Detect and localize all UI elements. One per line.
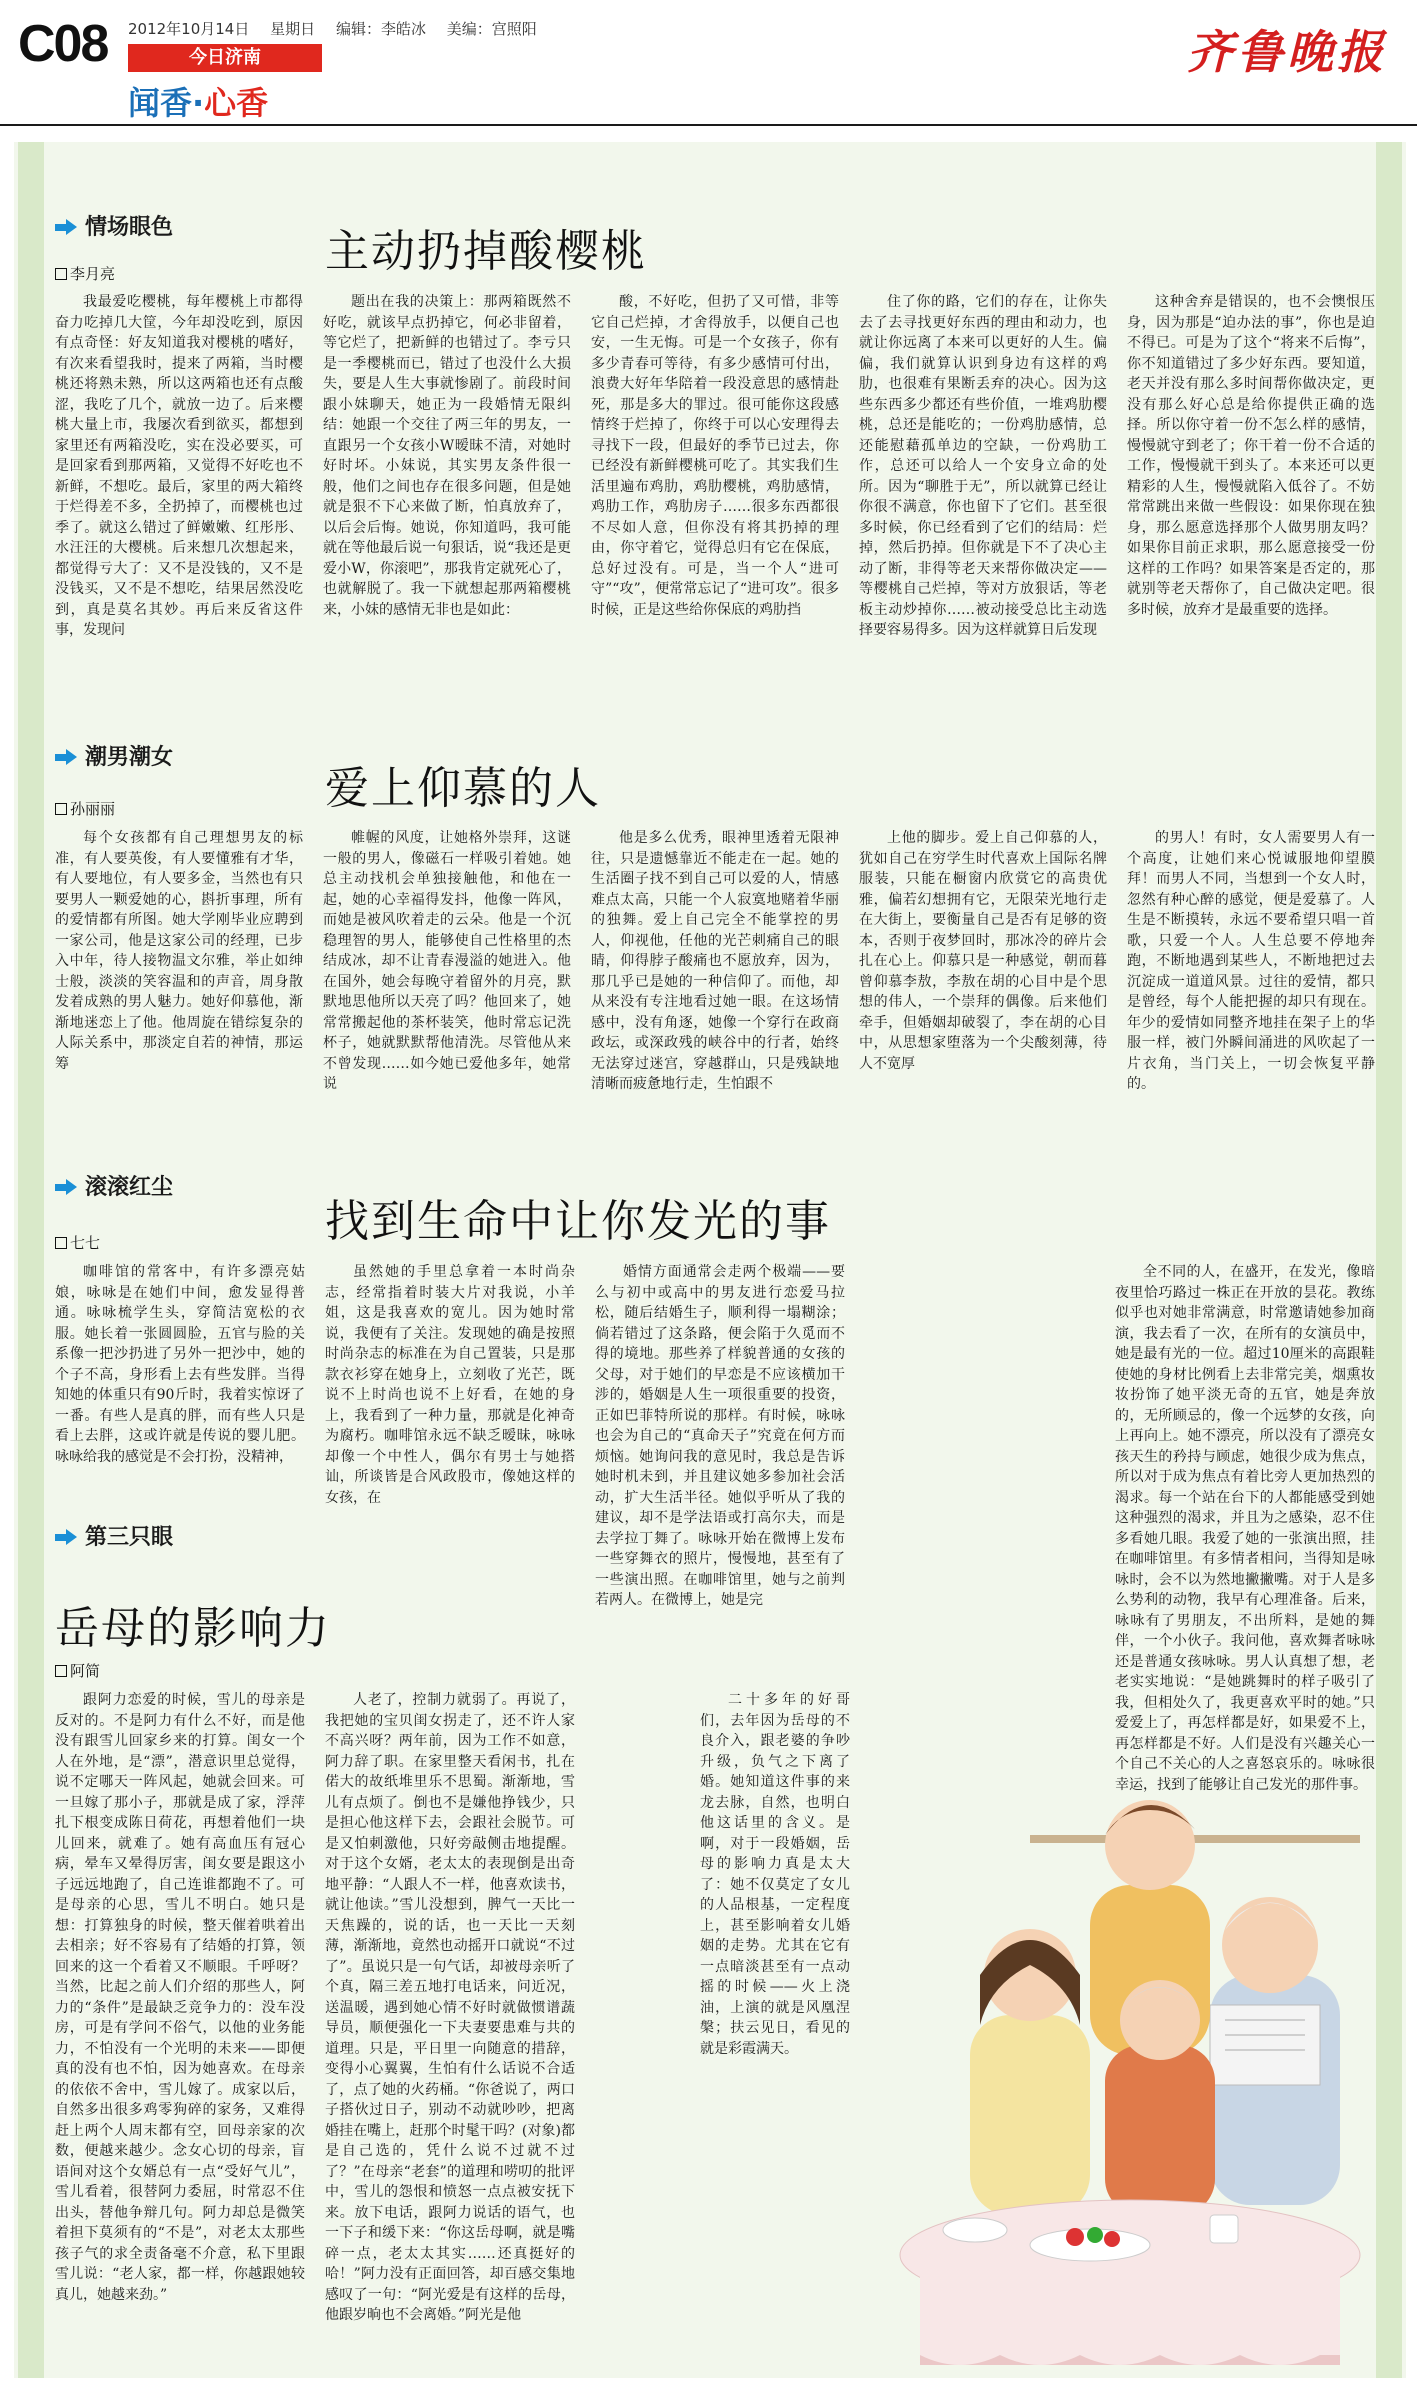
- article-body: [55, 828, 1375, 1163]
- page-number: C08: [18, 15, 108, 73]
- text-column: 的男人！有时，女人需要男人有一个高度，让她们来心悦诚服地仰望膜拜！而男人不同，当想到一个女人时，忽然有种心醉的感觉，便是爱慕了。人生是不断摸转，永远不要希望只唱一首歌，只爱一个人。人生总要不停地奔跑，不断地遇到某些人，不断地把过去沉淀成一道道风景。过往的爱情，都只是曾经，每个人能把握的却只有现在。年少的爱情如同整齐地挂在架子上的华服一样，被门外瞬间涌进的风吹起了一片衣角，当门关上，一切会恢复平静的。: [1127, 830, 1375, 1092]
- arrow-icon: [55, 749, 77, 765]
- article-title: 爱上仰慕的人: [325, 763, 601, 814]
- text-column: 咖啡馆的常客中，有许多漂亮姑娘，咏咏是在她们中间，愈发显得普通。咏咏梳学生头，穿简洁宽松的衣服。她长着一张圆圆脸，五官与脸的关系像一把沙扔进了另外一把沙中，她的个子不高，身形看上去有些发胖。当得知她的体重只有90斤时，我着实惊讶了一番。有些人是真的胖，而有些人只是看上去胖，这或许就是传说的婴儿肥。咏咏给我的感觉是不会打扮，没精神，: [55, 1264, 305, 1465]
- byline-box-icon: [55, 1665, 67, 1677]
- tablecloth: [920, 2255, 1340, 2365]
- author-name: 孙丽丽: [70, 800, 116, 818]
- author-name: 李月亮: [70, 265, 116, 283]
- article-category: [55, 210, 173, 241]
- text-column: 这种舍弃是错误的，也不会懊恨压身，因为那是“迫办法的事”，你也是迫不得已。可是为了这个“将来不后悔”，你不知道错过了多少好东西。要知道，老天并没有那么多时间帮你做决定，更没有那么好心总是给你提供正确的选择。所以你守着一份不怎么样的感情，慢慢就守到老了；你干着一份不合适的工作，慢慢就干到头了。本来还可以更精彩的人生，慢慢就陷入低谷了。不妨常常跳出来做一些假设：如果你现在独身，那么愿意选择那个人做男朋友吗？如果你目前正求职，那么愿意接受一份这样的工作吗？如果答案是否定的，那就别等老天帮你了，自己做决定吧。很多时候，放弃才是最重要的选择。: [1127, 294, 1375, 618]
- text-column: 每个女孩都有自己理想男友的标准，有人要英俊，有人要懂雅有才华，有人要地位，有人要多金，当然也有只要男人一颗爱她的心，斟折事理，所有的爱情都有所图。她大学刚毕业应聘到一家公司，他是这家公司的经理，已步入中年，待人接物温文尔雅，举止如绅士般，淡淡的笑容温和的声音，周身散发着成熟的男人魅力。她好仰慕他，渐渐地迷恋上了他。他周旋在错综复杂的人际关系中，那淡定自若的神情，那运筹: [55, 830, 303, 1072]
- category-label: 第三只眼: [85, 1525, 174, 1550]
- article-body-inset: [700, 1690, 850, 2057]
- article-body: [55, 292, 1375, 724]
- article-byline: [55, 798, 115, 819]
- author-name: 阿简: [70, 1662, 101, 1680]
- article-byline: [55, 1660, 100, 1681]
- category-label: 潮男潮女: [85, 745, 174, 770]
- text-column: 他是多么优秀，眼神里透着无限神往，只是遗憾靠近不能走在一起。她的生活圈子找不到自己可以爱的人，情感难点太高，只能一个人寂寞地赌着华丽的独舞。爱上自己完全不能掌控的男人，仰视他，任他的光芒刺痛自己的眼睛，仰得脖子酸痛也不愿放弃，因为，那几乎已是她的一种信仰了。而他，却从来没有专注地看过她一眼。在这场情感中，没有角逐，她像一个穿行在政商政坛，或深政残的峡谷中的行者，始终无法穿过迷宫，穿越群山，只是残缺地清晰而疲惫地行走，生怕跟不: [591, 830, 839, 1092]
- masthead-info: [128, 18, 553, 39]
- article-byline: [55, 263, 115, 284]
- text-column: 全不同的人，在盛开，在发光，像暗夜里恰巧路过一株正在开放的昙花。教练似乎也对她非常满意，时常邀请她参加商演，我去看了一次，在所有的女演员中，她是最有光的一位。超过10厘米的高跟鞋使她的身材比例看上去非常完美，烟熏妆妆扮饰了她平淡无奇的五官，她是奔放的，无所顾忌的，像一个远梦的女孩，向上再向上。她不漂亮，所以没有了漂亮女孩天生的矜持与顾虑，她很少成为焦点，所以对于成为焦点有着比旁人更加热烈的渴求。每一个站在台下的人都能感受到她这种强烈的渴求，并且为之感染，忍不住多看她几眼。我爱了她的一张演出照，挂在咖啡馆里。有多情者相问，当得知是咏咏时，会不以为然地撇撇嘴。对于人是多么势利的动物，我早有心理准备。后来，咏咏有了男朋友，不出所料，是她的舞伴，一个小伙子。我问他，喜欢舞者咏咏还是普通女孩咏咏。男人认真想了想，老老实实地说：“是她跳舞时的样子吸引了我，但相处久了，我更喜欢平时的她。”只爱爱上了，再怎样都是好，如果爱不上，再怎样都是不好。人们是没有兴趣关心一个自己不关心的人之喜怒哀乐的。咏咏很幸运，找到了能够让自己发光的那件事。: [1115, 1264, 1375, 1793]
- grandmother-figure: [1105, 1980, 1215, 2215]
- text-column: 帷幄的风度，让她格外崇拜，这谜一般的男人，像磁石一样吸引着她。她总主动找机会单独接触他，和他在一起，她的心幸福得发抖，他像一阵风，而她是被风吹着走的云朵。他是一个沉稳理智的男人，能够使自己性格里的杰结成冰，却不让青春漫溢的她进入。他在国外，她会每晚守着留外的月亮，默默地思他所以天亮了吗？他回来了，她常常搬起他的茶杯装笑，他时常忘记洗杯子，她就默默帮他清洗。尽管他从来不曾发现……如今她已爱他多年，她常说: [323, 830, 571, 1092]
- text-column: 跟阿力恋爱的时候，雪儿的母亲是反对的。不是阿力有什么不好，而是他没有跟雪儿回家乡来的打算。闺女一个人在外地，是“漂”，潜意识里总觉得，说不定哪天一阵风起，她就会回来。可一旦嫁了那小子，那就是成了家，浮萍扎下根变成陈日荷花，再想着他们一块儿回来，就难了。她有高血压有冠心病，晕车又晕得厉害，闺女要是跟这小子远远地跑了，自己连谁都跑不了。可是母亲的心思，雪儿不明白。她只是想：打算独身的时候，整天催着哄着出去相亲；好不容易有了结婚的打算，领回来的这一个看着又不顺眼。千呼呀？当然，比起之前人们介绍的那些人，阿力的“条件”是最缺乏竞争力的：没车没房，可是有学问不俗气，以他的业务能力，不怕没有一个光明的未来——即便真的没有也不怕，因为她喜欢。在母亲的依依不舍中，雪儿嫁了。成家以后，自然多出很多鸡零狗碎的家务，又难得赶上两个人周末都有空，回母亲家的次数，便越来越少。念女心切的母亲，盲语间对这个女婿总有一点“受好气儿”，雪儿看着，很替阿力委屈，时常忍不住出头，替他争辩几句。阿力却总是微笑着担下莫须有的“不是”，对老太太那些孩子气的求全责备毫不介意，私下里跟雪儿说：“老人家，都一样，你越跟她较真儿，她越来劲。”: [55, 1692, 305, 2303]
- article-title: 找到生命中让你发光的事: [325, 1196, 831, 1247]
- article-category: [55, 1520, 173, 1551]
- editor-credit: 编辑：李皓冰: [335, 20, 426, 38]
- article-2: [55, 740, 1375, 1170]
- section-label: 今日济南: [128, 44, 322, 72]
- designer-credit: 美编：宫照阳: [446, 20, 537, 38]
- author-name: 七七: [70, 1234, 101, 1252]
- text-column: 婚情方面通常会走两个极端——要么与初中或高中的男友进行恋爱马拉松，随后结婚生子，顺利得一塌糊涂；倘若错过了这条路，便会陷于久觅而不得的境地。那些养了样貌普通的女孩的父母，对于她们的早恋是不应该横加干涉的，婚姻是人生一项很重要的投资，正如巴菲特所说的那样。有时候，咏咏也会为自己的“真命天子”究竟在何方而烦恼。她询问我的意见时，我总是告诉她时机未到，并且建议她多参加社会活动，扩大生活半径。她似乎听从了我的建议，却不是学法语或打高尔夫，而是去学拉丁舞了。咏咏开始在微博上发布一些穿舞衣的照片，慢慢地，甚至有了一些演出照。在咖啡馆里，她与之前判若两人。在微博上，她是完: [595, 1264, 845, 1608]
- byline-box-icon: [55, 1237, 67, 1249]
- subsection-title-b: 心香: [204, 84, 269, 122]
- article-category: [55, 1170, 173, 1201]
- subsection-title-dot: ·: [192, 84, 205, 122]
- text-column: 酸，不好吃，但扔了又可惜，非等它自己烂掉，才舍得放手，以便自己也安，一生无悔。可是一个女孩子，你有多少青春可等待，有多少感情可付出，浪费大好年华陪着一段没意思的感情赴死，那是多大的罪过。很可能你这段感情终于烂掉了，你终于可以心安理得去寻找下一段，但最好的季节已过去，你已经没有新鲜樱桃可吃了。其实我们生活里遍布鸡肋，鸡肋樱桃，鸡肋感情，鸡肋工作，鸡肋房子……很多东西都很不尽如人意，但你没有将其扔掉的理由，你守着它，觉得总归有它在保底，总好过没有。可是，当一个人“进可守”“攻”，便常常忘记了“进可攻”。很多时候，正是这些给你保底的鸡肋挡: [591, 294, 839, 618]
- grandfather-figure: [1210, 1897, 1340, 2205]
- article-title: 岳母的影响力: [55, 1603, 331, 1654]
- arrow-icon: [55, 1529, 77, 1545]
- header-rule: [0, 124, 1417, 126]
- left-decorative-band: [18, 142, 44, 2378]
- category-label: 滚滚红尘: [85, 1175, 174, 1200]
- article-byline: [55, 1232, 100, 1253]
- text-column: 虽然她的手里总拿着一本时尚杂志，经常指着时装大片对我说，小羊姐，这是我喜欢的宽儿。因为她时常说，我便有了关注。发现她的确是按照时尚杂志的标准在为自己置装，只是那款衣衫穿在她身上，立刻收了光芒，既说不上时尚也说不上好看，在她的身上，我看到了一种力量，那就是化神奇为腐朽。咖啡馆永远不缺乏暧昧，咏咏却像一个中性人，偶尔有男士与她搭讪，所谈皆是合风政股市，像她这样的女孩，在: [325, 1264, 575, 1506]
- article-body: [55, 1690, 575, 2365]
- shelf: [1030, 1835, 1360, 1843]
- cup: [1210, 2215, 1238, 2243]
- issue-date: 2012年10月14日: [128, 20, 250, 38]
- text-column: 二十多年的好哥们，去年因为岳母的不良介入，跟老婆的争吵升级，负气之下离了婚。她知道这件事的来龙去脉，自然，也明白他这话里的含义。是啊，对于一段婚姻，岳母的影响力真是太大了：她不仅莫定了女儿的人品根基，一定程度上，甚至影响着女儿婚姻的走势。尤其在它有一点暗淡甚至有一点动摇的时候——火上浇油，上演的就是风凰涅槃；扶云见日，看见的就是彩霞满天。: [700, 1692, 850, 2057]
- newspaper-logo: 齐鲁晚报: [1187, 25, 1387, 79]
- text-column: 人老了，控制力就弱了。再说了，我把她的宝贝闺女拐走了，还不许人家不高兴呀？两年前，因为工作不如意，阿力辞了职。在家里整天看闲书，扎在偌大的故纸堆里乐不思蜀。渐渐地，雪儿有点烦了。倒也不是嫌他挣钱少，只是担心他这样下去，会跟社会脱节。可是又怕刺激他，只好旁敲侧击地提醒。对于这个女婿，老太太的表现倒是出奇地平静：“人跟人不一样，他喜欢读书，就让他读。”雪儿没想到，脾气一天比一天焦躁的，说的话，也一天比一天刻薄，渐渐地，竟然也动摇开口就说“不过了”。虽说只是一句气话，却被母亲听了个真，隔三差五地打电话来，问近况，送温暖，遇到她心情不好时就做惯谱蔬导员，顺便强化一下夫妻要患难与共的道理。只是，平日里一向随意的措辞，变得小心翼翼，生怕有什么话说不合适了，点了她的火药桶。“你爸说了，两口子搭伙过日子，别动不动就吵吵，把离婚挂在嘴上，赶那个时髦干吗？(对象)都是自己选的，凭什么说不过就不过了？”在母亲“老套”的道理和唠叨的批评中，雪儿的怨恨和愤怒一点点被安抚下来。放下电话，跟阿力说话的语气，也一下子和缓下来：“你这岳母啊，就是嘴碎一点，老太太其实……还真挺好的哈！”阿力没有正面回答，却百感交集地感叹了一句：“阿光爱是有这样的岳母，他跟岁晌也不会离婚。”阿光是他: [325, 1692, 575, 2323]
- page-header: [0, 0, 1417, 150]
- text-column: 题出在我的决策上：那两箱既然不好吃，就该早点扔掉它，何必非留着，等它烂了，把新鲜的也错过了。李亏只是一季樱桃而已，错过了也没什么大损失，要是人生大事就惨剧了。前段时间跟小妹聊天，她正为一段婚情无限纠结：她跟一个交往了两三年的男友，一直跟另一个女孩小W暧昧不清，对她时好时坏。小妹说，其实男友条件很一般，他们之间也存在很多问题，但是她就是狠不下心来做了断，怕真放弃了，以后会后悔。她说，你知道吗，我可能就在等他最后说一句狠话，说“我还是更爱小W，你滚吧”，那我肯定就死心了，也就解脱了。我一下就想起那两箱樱桃来，小妹的感情无非也是如此：: [323, 294, 571, 618]
- byline-box-icon: [55, 803, 67, 815]
- arrow-icon: [55, 219, 77, 235]
- article-title: 主动扔掉酸樱桃: [325, 226, 647, 277]
- article-category: [55, 740, 173, 771]
- subsection-title: [128, 78, 268, 124]
- text-column: 我最爱吃樱桃，每年樱桃上市都得奋力吃掉几大筐，今年却没吃到，原因有点奇怪：好友知道我对樱桃的嗜好，有次来看望我时，提来了两箱，当时樱桃还将熟未熟，所以这两箱也还有点酸涩，我吃了几个，就放一边了。后来樱桃大量上市，我屡次看到欲买，都想到家里还有两箱没吃，实在没必要买，可是回家看到那两箱，又觉得不好吃也不新鲜，不想吃。最后，家里的两大箱终于烂得差不多，全扔掉了，而樱桃也过季了。就这么错过了鲜嫩嫩、红彤彤、水汪汪的大樱桃。后来想几次想起来，都觉得亏大了：又不是没钱的，又不是没钱买，又不是不想吃，结果居然没吃到，真是莫名其妙。再后来反省这件事，发现问: [55, 294, 303, 638]
- issue-weekday: 星期日: [270, 20, 316, 38]
- text-column: 住了你的路，它们的存在，让你失去了去寻找更好东西的理由和动力，也就让你远离了本来可以更好的人生。偏偏，我们就算认识到身边有这样的鸡肋，也很难有果断丢弃的决心。因为这些东西多少都还有些价值，一堆鸡肋樱桃，总还是能吃的；一份鸡肋感情，总还能慰藉孤单边的空缺，一份鸡肋工作，总还可以给人一个安身立命的处所。因为“聊胜于无”，所以就算已经让你很不满意，你也留下了它们。甚至很多时候，你已经看到了它们的结局：烂掉，然后扔掉。但你就是下不了决心主动了断，非得等老天来帮你做决定——等樱桃自己烂掉，等对方放狠话，等老板主动炒掉你……被动接受总比主动选择要容易得多。因为这样就算日后发现: [859, 294, 1107, 638]
- subsection-title-a: 闻香: [128, 84, 193, 122]
- family-illustration: [880, 1715, 1380, 2375]
- article-1: [55, 210, 1375, 730]
- byline-box-icon: [55, 268, 67, 280]
- text-column: 上他的脚步。爱上自己仰慕的人，犹如自己在穷学生时代喜欢上国际名牌服装，只能在橱窗内欣赏它的高贵优雅，偏若幻想拥有它，无限荣光地行走在大街上，要衡量自己是否有足够的资本，否则于夜梦回时，那冰冷的碎片会扎在心上。仰慕只是一种感觉，朝而暮曾仰慕李敖，李敖在胡的心目中是个思想的伟人，一个崇拜的偶像。后来他们牵手，但婚姻却破裂了，李在胡的心目中，从思想家堕落为一个尖酸刻薄，待人不宽厚: [859, 830, 1107, 1072]
- category-label: 情场眼色: [85, 215, 174, 240]
- arrow-icon: [55, 1179, 77, 1195]
- mother-figure: [970, 1929, 1090, 2215]
- teapot: [943, 2218, 1007, 2242]
